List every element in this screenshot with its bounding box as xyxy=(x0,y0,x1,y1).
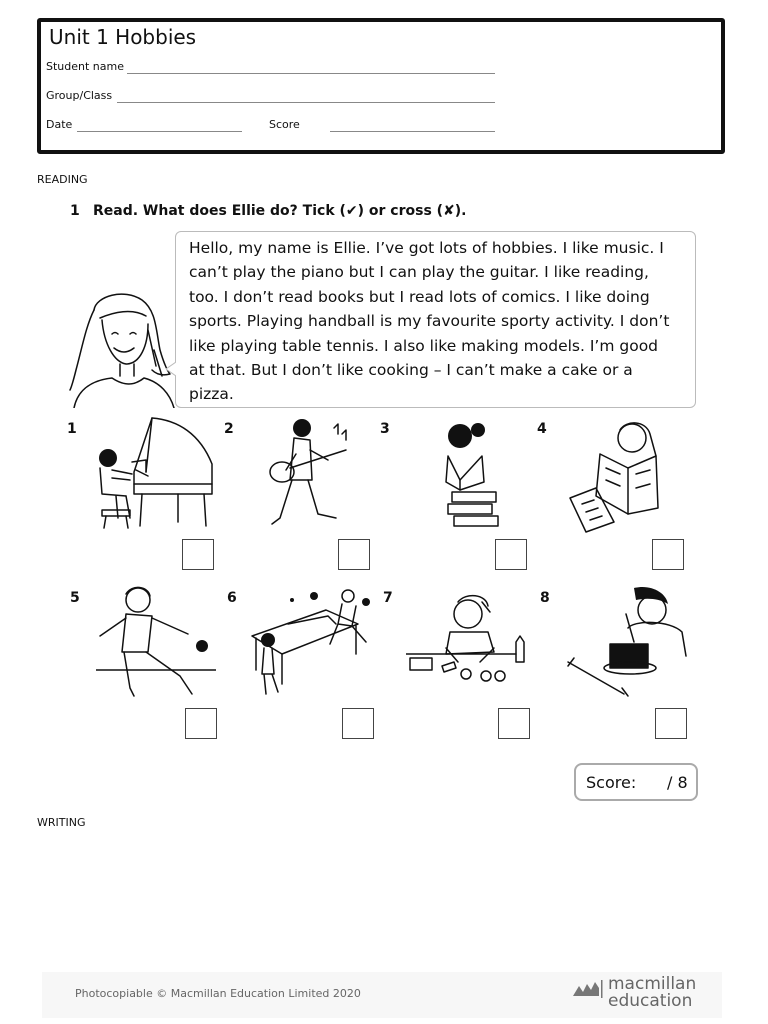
footer xyxy=(42,972,722,1018)
brand-name-line1: macmillan xyxy=(608,974,697,994)
passage-line: pizza. xyxy=(189,385,234,404)
tick-box-5[interactable] xyxy=(185,708,217,739)
table-tennis-icon xyxy=(248,584,376,702)
score-box xyxy=(574,763,698,801)
passage-line: Hello, my name is Ellie. I’ve got lots of hobbies. I like music. I xyxy=(189,239,664,257)
date-field[interactable] xyxy=(77,131,242,132)
girl-icon xyxy=(64,290,176,408)
reading-section-label: READING xyxy=(37,173,88,186)
item-number-7: 7 xyxy=(383,590,393,606)
item-number-4: 4 xyxy=(537,421,547,437)
score-box-label: Score: xyxy=(586,773,637,792)
brand-name-line2: education xyxy=(608,991,693,1011)
macmillan-logo-icon xyxy=(573,978,603,1000)
score-total: / 8 xyxy=(667,773,688,792)
passage-line: like playing table tennis. I also like making models. I’m good xyxy=(189,336,659,355)
tick-box-6[interactable] xyxy=(342,708,374,739)
question-instruction: Read. What does Ellie do? Tick (✔) or cross (✘). xyxy=(93,203,467,219)
passage-line: can’t play the piano but I can play the guitar. I like reading, xyxy=(189,263,649,282)
student-info-box xyxy=(37,18,725,154)
group-class-field[interactable] xyxy=(117,102,495,103)
item-number-5: 5 xyxy=(70,590,80,606)
student-name-field[interactable] xyxy=(127,73,495,74)
books-icon xyxy=(430,416,502,534)
bubble-tail xyxy=(166,362,176,376)
score-field[interactable] xyxy=(330,131,495,132)
passage-line: at that. But I don’t like cooking – I can’t make a cake or a xyxy=(189,361,633,380)
unit-title: Unit 1 Hobbies xyxy=(49,25,197,49)
writing-section-label: WRITING xyxy=(37,816,86,829)
model-making-icon xyxy=(406,592,532,692)
tick-box-2[interactable] xyxy=(338,539,370,570)
ellie-illustration xyxy=(64,290,176,408)
copyright-text: Photocopiable © Macmillan Education Limited 2020 xyxy=(75,987,361,1000)
date-label: Date xyxy=(46,118,73,131)
tick-box-7[interactable] xyxy=(498,708,530,739)
question-number: 1 xyxy=(70,203,80,219)
item-number-8: 8 xyxy=(540,590,550,606)
piano-icon xyxy=(92,414,216,532)
tick-box-3[interactable] xyxy=(495,539,527,570)
tick-box-8[interactable] xyxy=(655,708,687,739)
student-name-label: Student name xyxy=(46,60,124,73)
passage-line: sports. Playing handball is my favourite sporty activity. I don’t xyxy=(189,312,670,331)
item-number-3: 3 xyxy=(380,421,390,437)
handball-icon xyxy=(96,584,216,702)
comics-icon xyxy=(566,416,678,534)
item-number-6: 6 xyxy=(227,590,237,606)
passage-line: too. I don’t read books but I read lots of comics. I like doing xyxy=(189,287,650,306)
tick-box-1[interactable] xyxy=(182,539,214,570)
tick-box-4[interactable] xyxy=(652,539,684,570)
ellie-speech-bubble xyxy=(175,231,696,408)
score-label: Score xyxy=(269,118,300,131)
cake-icon xyxy=(564,584,692,702)
item-number-2: 2 xyxy=(224,421,234,437)
item-number-1: 1 xyxy=(67,421,77,437)
group-class-label: Group/Class xyxy=(46,89,113,102)
guitar-icon xyxy=(262,414,352,532)
